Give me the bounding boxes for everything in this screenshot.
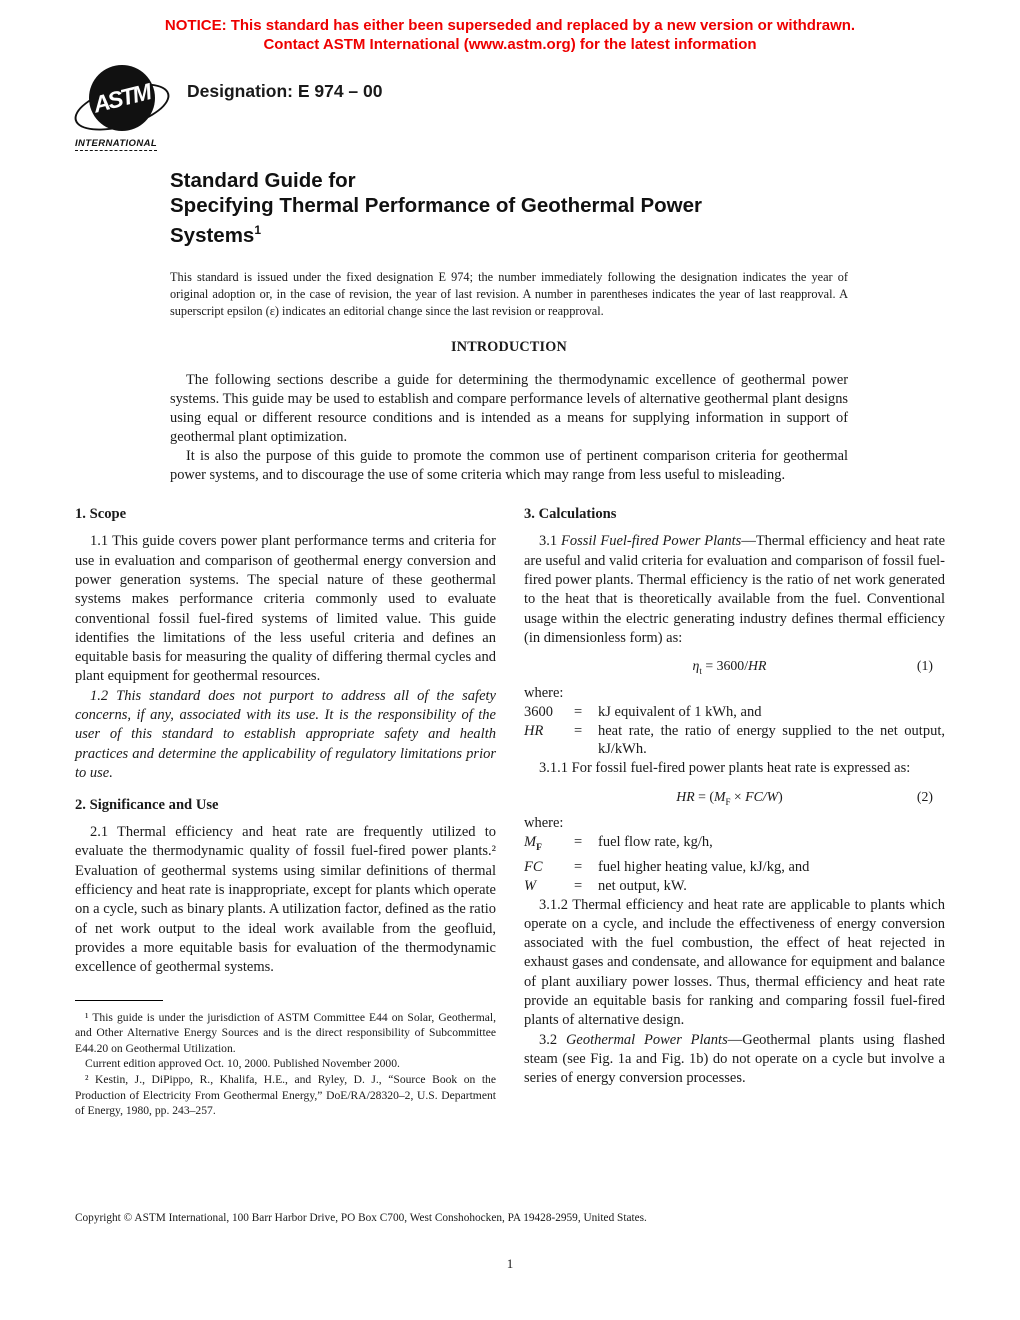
introduction-para-2: It is also the purpose of this guide to promote the common use of pertinent comparison criteria for geothermal power systems, and to discourage the use of some criteria which may range from less useful to misleading. [170, 448, 848, 484]
where-1-row-3600 [524, 703, 945, 722]
equals-sign: = [574, 858, 583, 875]
superseded-notice [75, 0, 945, 54]
equation-2-open: = ( [694, 788, 714, 804]
para-3-2 [524, 1031, 945, 1089]
notice-line-1: NOTICE: This standard has either been superseded and replaced by a new version or withdrawn. [164, 17, 856, 34]
equation-2-body [676, 788, 783, 807]
introduction-heading: INTRODUCTION [451, 339, 567, 356]
para-3-1-1: 3.1.1 For fossil fuel-fired power plants heat rate is expressed as: [539, 760, 911, 777]
equation-1-eta: η [692, 658, 700, 674]
scope-heading: 1. Scope [75, 506, 127, 523]
equation-2-fcw: FC/W [745, 788, 779, 804]
where-def: fuel higher heating value, kJ/kg, and [598, 858, 810, 875]
logo-astm-text: ASTM [90, 77, 153, 118]
equation-1-mid: = 3600/ [701, 658, 749, 674]
footnote-separator [75, 1000, 163, 1001]
title-line-1: Standard Guide for [170, 169, 356, 192]
equation-1-hr: HR [748, 658, 767, 674]
introduction-para-1: The following sections describe a guide for determining the thermodynamic excellence of geothermal power systems. This guide may be used to establish and compare performance levels of alternative geothermal plant designs using equal or different resource conditions and is intended as a means for supplying information in support of geothermal plant optimization. [170, 372, 848, 446]
where-term-var: M [524, 834, 537, 851]
page-number: 1 [506, 1256, 514, 1271]
where-term-sub: F [536, 843, 542, 854]
equals-sign: = [574, 722, 583, 739]
equation-2 [524, 789, 935, 807]
two-column-body [75, 506, 945, 1118]
para-2-1: 2.1 Thermal efficiency and heat rate are frequently utilized to evaluate the thermodynamic quality of fossil fuel-fired power plants.² Evaluation of geothermal systems using similar definitions of thermal efficiency and heat rate is inappropriate, except for plants which operate on a cycle, such as binary plants. A utilization factor, defined as the ratio of net work output to the ideal work available from the geofluid, provides a more equitable basis for evaluation of the thermodynamic excellence of geothermal systems. [75, 824, 496, 976]
left-column [75, 506, 496, 1118]
document-title [170, 169, 945, 248]
where-def: kJ equivalent of 1 kWh, and [598, 703, 762, 720]
footnote-2: ² Kestin, J., DiPippo, R., Khalifa, H.E., and Ryley, D. J., “Source Book on the Production of Electricity From Geothermal Energy,” DoE/RA/28320–2, U.S. Department of Energy, 1980, pp. 243–257. [75, 1072, 496, 1118]
para-3-1-2: 3.1.2 Thermal efficiency and heat rate are applicable to plants which operate on a cycle, and include the effectiveness of energy conversion associated with the fuel combustion, the effect of heat rejected in exhaust gases and condensate, and allowance for equipment and balance of plant auxiliary power losses. Thus, thermal efficiency and heat rate provide an equitable basis for ranking and comparing fossil fuel-fired plants of alternative design. [524, 896, 945, 1029]
footnote-1: ¹ This guide is under the jurisdiction of ASTM Committee E44 on Solar, Geothermal, and Other Alternative Energy Sources and is the direct responsibility of Subcommittee E44.20 on Geothermal Utilization. [75, 1010, 496, 1055]
where-term: FC [524, 858, 543, 875]
equation-2-m: M [713, 788, 726, 804]
footnotes-block [75, 1000, 496, 1119]
para-3-2-number: 3.2 [539, 1031, 566, 1048]
para-3-1 [524, 532, 945, 648]
para-1-2: 1.2 This standard does not purport to address all of the safety concerns, if any, associated with its use. It is the responsibility of the user of this standard to establish appropriate safety and health practices and determine the applicability of regulatory limitations prior to use. [75, 687, 496, 781]
significance-heading: 2. Significance and Use [75, 797, 219, 814]
equation-1 [524, 658, 935, 676]
equation-2-hr: HR [676, 788, 695, 804]
where-term: W [524, 877, 537, 894]
logo-international-text: INTERNATIONAL [75, 138, 158, 149]
where-def: net output, kW. [598, 877, 687, 894]
equals-sign: = [574, 703, 583, 720]
equation-2-label: (2) [916, 788, 933, 804]
document-header [75, 65, 945, 153]
calculations-heading: 3. Calculations [524, 506, 617, 523]
equation-1-body [692, 658, 767, 676]
footnote-edition: Current edition approved Oct. 10, 2000. Published November 2000. [85, 1057, 400, 1071]
equals-sign: = [574, 834, 583, 851]
equation-2-times: × [730, 788, 746, 804]
logo-globe-icon [89, 65, 155, 131]
para-3-1-text: —Thermal efficiency and heat rate are useful and valid criteria for evaluation and comparison of fossil fuel-fired power plants. Thermal efficiency is the ratio of net work generated to the heat that is theoretically available from the fuel. Conventional usage within the electric generating industry defines thermal efficiency (in dimensionless form) as: [524, 533, 945, 646]
where-term: 3600 [524, 703, 553, 720]
astm-logo [75, 65, 173, 153]
para-1-1: 1.1 This guide covers power plant performance terms and criteria for use in evaluation and comparison of geothermal energy conversion and power generation systems. The special nature of these geothermal systems makes performance criteria commonly used to evaluate conventional fossil fuel-fired systems of limited value. This guide identifies the limitations of the less useful criteria and defines an equitable basis for measuring the quality of differing thermal cycles and plant equipment for geothermal resources. [75, 533, 496, 685]
issue-note: This standard is issued under the fixed designation E 974; the number immediately following the designation indicates the year of original adoption or, in the case of revision, the year of last revision. A number in parentheses indicates the year of last reapproval. A superscript epsilon (ε) indicates an editorial change since the last revision or reapproval. [170, 270, 848, 319]
where-2-intro: where: [524, 815, 564, 832]
para-3-1-lead: Fossil Fuel-fired Power Plants [561, 533, 742, 550]
para-3-1-number: 3.1 [539, 533, 562, 550]
equation-1-label: (1) [916, 658, 933, 674]
title-line-2: Specifying Thermal Performance of Geothermal Power [170, 193, 703, 217]
equation-2-close: ) [778, 788, 783, 804]
equation-2-sub: F [725, 796, 731, 807]
where-2-row-mf [524, 833, 945, 858]
where-def: fuel flow rate, kg/h, [598, 834, 713, 851]
right-column [524, 506, 945, 1118]
para-3-2-text: —Geothermal plants using flashed steam (see Fig. 1a and Fig. 1b) do not operate on a cycle but involve a series of energy conversion processes. [524, 1031, 946, 1087]
where-2-row-fc [524, 858, 945, 877]
equation-1-sub: t [699, 665, 702, 676]
where-2-row-w [524, 877, 945, 896]
where-1-row-hr [524, 722, 945, 760]
equals-sign: = [574, 877, 583, 894]
where-term: HR [524, 722, 544, 739]
notice-line-2: Contact ASTM International (www.astm.org) for the latest information [263, 35, 757, 53]
title-line-3 [170, 218, 945, 248]
designation-label: Designation: E 974 – 00 [187, 81, 383, 101]
para-3-2-lead: Geothermal Power Plants [565, 1031, 728, 1048]
where-term [524, 833, 574, 858]
title-footnote-marker: 1 [254, 223, 262, 237]
where-def: heat rate, the ratio of energy supplied to the net output, kJ/kWh. [598, 722, 945, 758]
title-line-3-text: Systems [170, 223, 255, 247]
copyright-line: Copyright © ASTM International, 100 Barr Harbor Drive, PO Box C700, West Conshohocken, PA 19428-2959, United States. [75, 1212, 647, 1224]
where-1-intro: where: [524, 684, 564, 701]
